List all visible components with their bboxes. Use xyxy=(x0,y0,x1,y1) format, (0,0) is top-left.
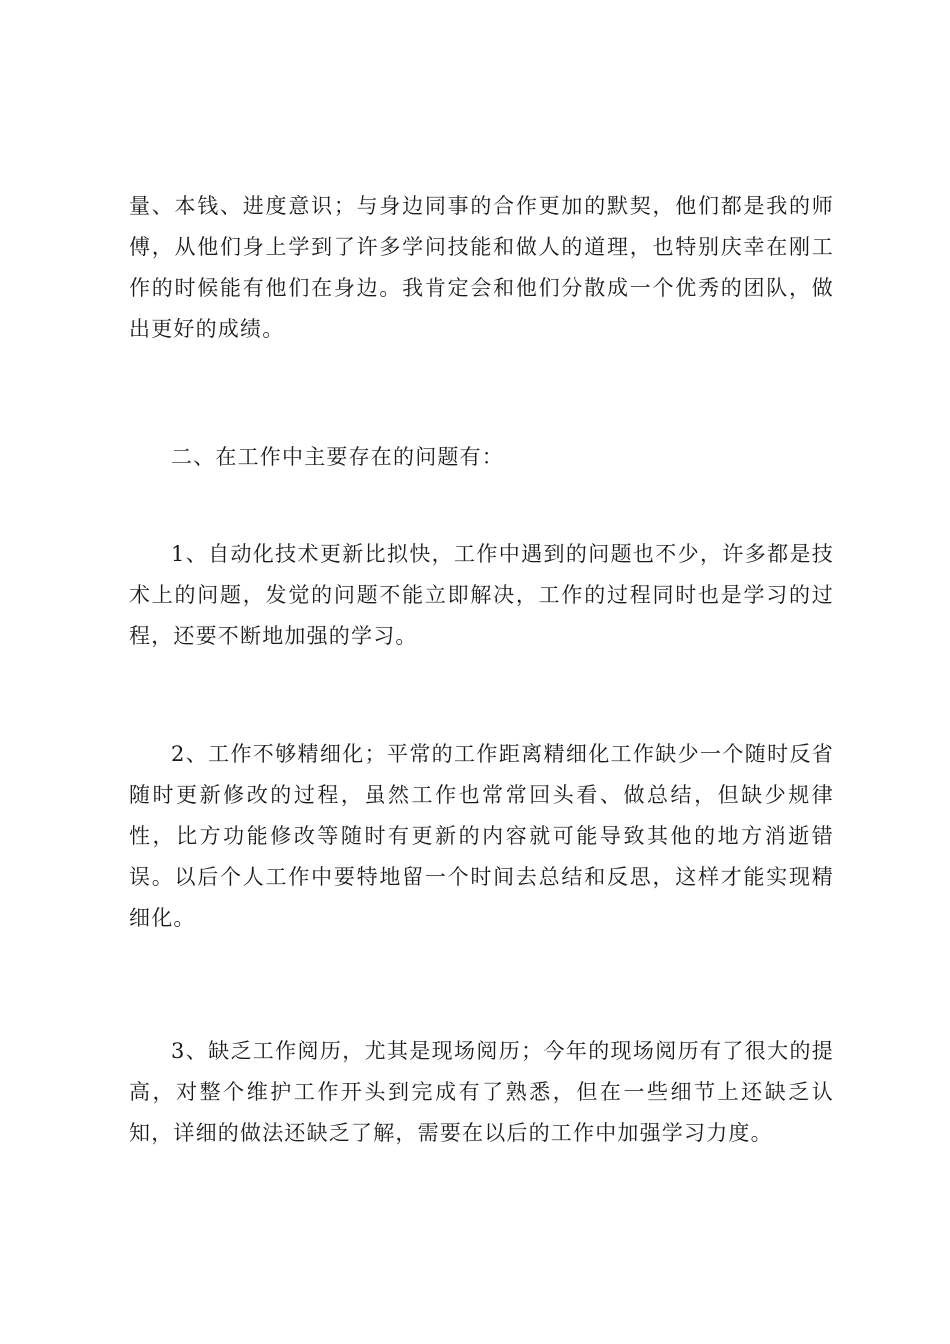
list-item-2 xyxy=(129,734,834,939)
list-item-1 xyxy=(129,534,834,657)
list-item-1-text: 1、自动化技术更新比拟快，工作中遇到的问题也不少，许多都是技术上的问题，发觉的问题不能立即解决，工作的过程同时也是学习的过程，还要不断地加强的学习。 xyxy=(129,542,834,648)
paragraph-continuation xyxy=(129,186,834,350)
section-heading-text: 二、在工作中主要存在的问题有： xyxy=(171,445,504,469)
list-item-2-text: 2、工作不够精细化；平常的工作距离精细化工作缺少一个随时反省随时更新修改的过程，虽然工作也常常回头看、做总结，但缺少规律性，比方功能修改等随时有更新的内容就可能导致其他的地方消逝错误。以后个人工作中要特地留一个时间去总结和反思，这样才能实现精细化。 xyxy=(129,742,834,930)
list-item-3-text: 3、缺乏工作阅历，尤其是现场阅历；今年的现场阅历有了很大的提高，对整个维护工作开头到完成有了熟悉，但在一些细节上还缺乏认知，详细的做法还缺乏了解，需要在以后的工作中加强学习力度。 xyxy=(129,1039,834,1145)
section-heading xyxy=(129,437,834,478)
list-item-3 xyxy=(129,1031,834,1154)
paragraph-text: 量、本钱、进度意识；与身边同事的合作更加的默契，他们都是我的师傅，从他们身上学到了许多学问技能和做人的道理，也特别庆幸在刚工作的时候能有他们在身边。我肯定会和他们分散成一个优秀的团队，做出更好的成绩。 xyxy=(129,194,834,341)
